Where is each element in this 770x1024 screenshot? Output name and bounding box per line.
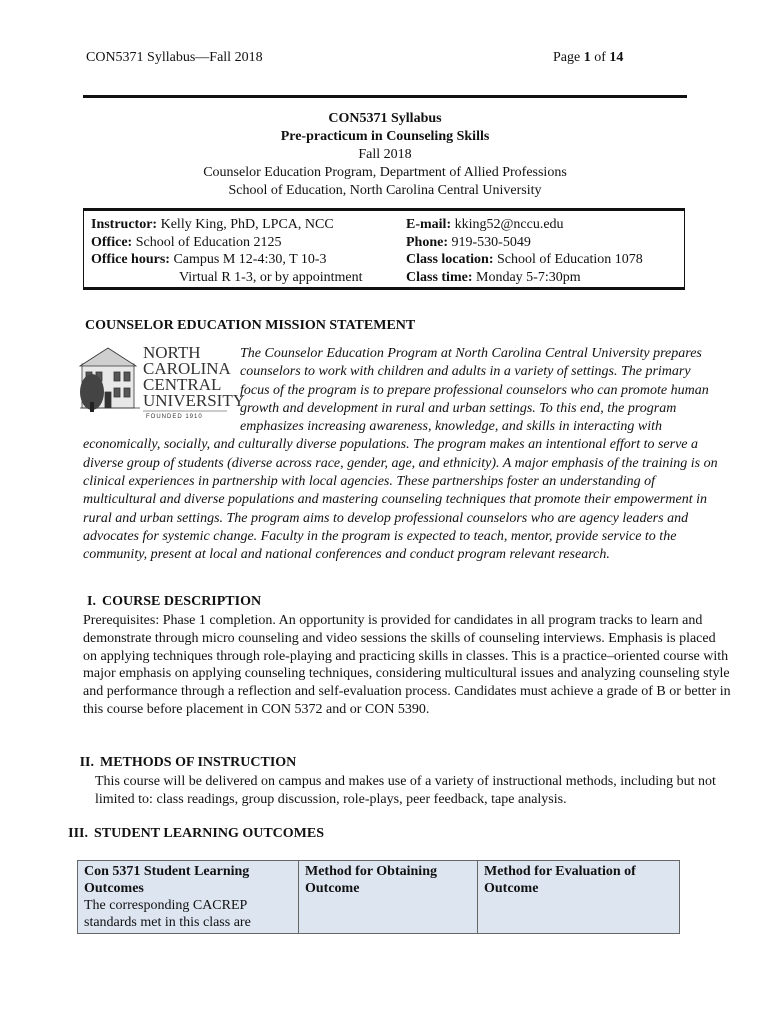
course-subtitle: Pre-practicum in Counseling Skills	[280, 129, 490, 144]
email-link[interactable]: kking52@nccu.edu	[451, 217, 564, 232]
office-hours-line: Office hours: Campus M 12-4:30, T 10-3	[91, 252, 327, 267]
course-description-text: Prerequisites: Phase 1 completion. An opportunity is provided for candidates in all program tracks to learn and demonstrate through micro counseling and video sessions the skills of counseling interviews. Emphasis is placed on applying techniques through role-playing and practicing skills in classes. This is a practice–oriented course with major emphasis on applying counseling techniques, considering multicultural issues and analyzing counseling style and performance through a reflection and self-evaluation process. Candidates must achieve a grade of B or better in this course before placement in CON 5372 and or CON 5390.	[83, 613, 731, 717]
col1-sub: The corresponding CACREP standards met in this class are	[84, 898, 251, 930]
title-block	[83, 110, 687, 200]
office-hours-virtual: Virtual R 1-3, or by appointment	[179, 269, 363, 285]
class-location-line: Class location: School of Education 1078	[406, 252, 643, 267]
term: Fall 2018	[358, 147, 412, 162]
instructor-info-left	[91, 216, 362, 286]
mission-heading: COUNSELOR EDUCATION MISSION STATEMENT	[85, 318, 416, 333]
col3-header: Method for Evaluation of Outcome	[484, 864, 636, 896]
logo-line-3: CENTRAL	[143, 375, 222, 394]
table-cell-outcomes	[78, 861, 299, 934]
title-rule	[83, 95, 687, 98]
phone-line: Phone: 919-530-5049	[406, 234, 531, 250]
class-time-line: Class time: Monday 5-7:30pm	[406, 269, 581, 285]
col1-header: Con 5371 Student Learning Outcomes	[84, 864, 250, 896]
section-outcomes-heading: III. STUDENT LEARNING OUTCOMES	[68, 826, 325, 841]
email-line: E-mail: kking52@nccu.edu	[406, 217, 564, 232]
logo-line-4: UNIVERSITY	[143, 391, 245, 410]
logo-founded: FOUNDED 1910	[146, 414, 203, 420]
page-number: Page 1 of 14	[553, 50, 624, 65]
course-title: CON5371 Syllabus	[328, 111, 442, 126]
methods-text: This course will be delivered on campus and makes use of a variety of instructional methods, including but not limited to: class readings, group discussion, role-plays, peer feedback, tape analysis.	[95, 774, 716, 807]
mission-statement: The Counselor Education Program at North Carolina Central University prepares counselors to work with children and adults in a variety of settings. The primary focus of the program is to prepare professional counselors who can promote human growth and development in rural and urban settings. To this end, the program emphasizes increasing awareness, knowledge, and skills in interacting with economically, socially, and culturally diverse populations. The program makes an intentional effort to serve a diverse group of students (diverse across race, gender, age, and ethnicity). A major emphasis of the training is on clinical experiences in partnership with local agencies. These partnerships foster an understanding of multicultural and diverse populations and mastering counseling techniques that promote their empowerment in rural and urban settings. The program aims to develop professional counselors who are agency leaders and advocates for systemic change. Faculty in the program is expected to teach, mentor, provide service to the community, present at local and national conferences and conduct program relevant research.	[83, 346, 718, 563]
col2-header: Method for Obtaining Outcome	[305, 864, 437, 896]
table-row	[78, 861, 680, 934]
office-line: Office: School of Education 2125	[91, 234, 282, 250]
school: School of Education, North Carolina Central University	[228, 183, 542, 198]
outcomes-table	[77, 860, 680, 934]
program: Counselor Education Program, Department of Allied Professions	[203, 165, 567, 180]
section-course-description-heading: I. COURSE DESCRIPTION	[87, 594, 262, 609]
table-cell-obtaining	[299, 861, 478, 934]
running-header-title: CON5371 Syllabus—Fall 2018	[86, 50, 263, 65]
section-methods-heading: II. METHODS OF INSTRUCTION	[79, 755, 297, 770]
logo-line-2: CAROLINA	[143, 359, 231, 378]
instructor-info-right	[406, 216, 643, 286]
logo-line-1: NORTH	[143, 343, 201, 362]
instructor-line: Instructor: Kelly King, PhD, LPCA, NCC	[91, 217, 334, 232]
table-cell-evaluation	[478, 861, 680, 934]
